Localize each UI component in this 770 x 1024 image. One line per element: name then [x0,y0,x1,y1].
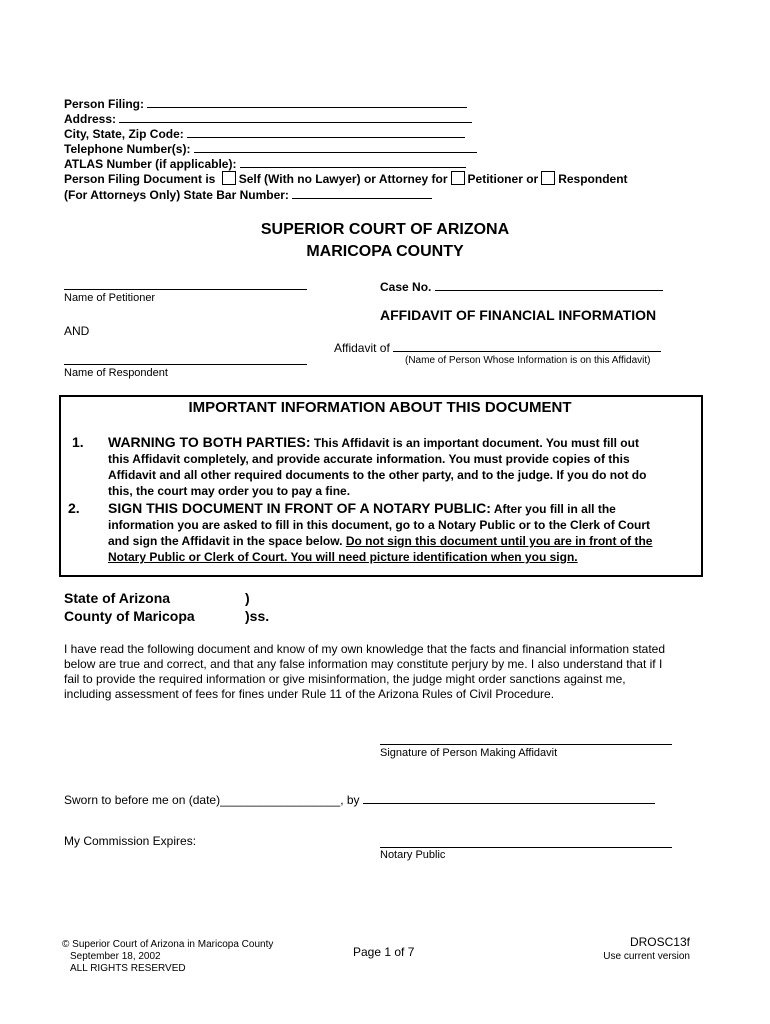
affidavit-of-label: Affidavit of [334,341,390,355]
signature-label: Signature of Person Making Affidavit [380,747,558,759]
bar-number-row [64,186,432,203]
statement-line1: I have read the following document and know of my own knowledge that the facts and financial information stated [64,642,666,656]
statement-line4: including assessment of fees for fines under Rule 11 of the Arizona Rules of Civil Procedure. [64,687,555,701]
atlas-field[interactable] [240,155,466,168]
bar-number-label: (For Attorneys Only) State Bar Number: [64,188,289,202]
self-label: Self (With no Lawyer) [238,172,361,186]
name-of-respondent-label: Name of Respondent [64,367,168,379]
document-title: AFFIDAVIT OF FINANCIAL INFORMATION [380,307,657,323]
form-id: DROSC13f [629,935,690,949]
item2-number: 2. [68,500,80,516]
item1-line3: Affidavit and all other required documents to the other party, and to the judge. If you do not do [108,468,647,482]
respondent-label: Respondent [558,172,628,186]
court-title-line2: MARICOPA COUNTY [306,243,464,260]
footer-copyright: © Superior Court of Arizona in Maricopa County [62,939,274,950]
footer-rights: ALL RIGHTS RESERVED [70,963,186,974]
item1-line4: this, the court may order you to pay a fine. [108,484,351,498]
address-field[interactable] [119,110,472,123]
venue-ss: )ss. [245,608,270,624]
case-no-label: Case No. [380,280,432,294]
person-filing-label: Person Filing: [64,97,145,111]
affidavit-statement [64,642,704,702]
notary-public-label: Notary Public [380,849,446,861]
case-no-field[interactable] [435,278,663,291]
venue-paren: ) [245,590,250,606]
item2-heading: SIGN THIS DOCUMENT IN FRONT OF A NOTARY PUBLIC: [108,500,491,516]
atlas-label: ATLAS Number (if applicable): [64,157,237,171]
item2-line2: information you are asked to fill in this document, go to a Notary Public or to the Clerk of Court [108,518,651,532]
notary-line[interactable] [380,847,672,848]
state-of-arizona: State of Arizona [64,590,171,606]
court-title-line1: SUPERIOR COURT OF ARIZONA [260,221,510,238]
and-label: AND [64,324,90,338]
affidavit-of-field[interactable] [393,339,661,352]
county-of-maricopa: County of Maricopa [64,608,195,624]
item1-first-line: This Affidavit is an important document. You must fill out [313,436,639,450]
respondent-checkbox[interactable] [541,171,555,185]
petitioner-checkbox[interactable] [451,171,465,185]
item2-line3b: Do not sign this document until you are in front of the [345,534,653,548]
footer-date: September 18, 2002 [70,951,161,962]
respondent-line[interactable] [64,364,307,365]
sworn-row [64,791,655,807]
item1-heading: WARNING TO BOTH PARTIES: [108,434,311,450]
statement-line3: fail to provide the required information or give misinformation, the judge might order sanctions against me, [64,672,626,686]
or-attorney-label: or Attorney for [363,172,448,186]
footer-copyright-block [62,939,273,975]
item2-line3a: and sign the Affidavit in the space below. [108,534,343,548]
signature-line[interactable] [380,744,672,745]
page-number: Page 1 of 7 [353,945,415,959]
telephone-label: Telephone Number(s): [64,142,191,156]
version-note: Use current version [603,951,690,962]
self-checkbox[interactable] [222,171,236,185]
item2-line4: Notary Public or Clerk of Court. You will need picture identification when you sign. [108,550,578,564]
item2-text [108,500,698,565]
item2-first-line: After you fill in all the [493,502,616,516]
item1-number: 1. [72,434,84,450]
petitioner-line[interactable] [64,289,307,290]
sworn-by-field[interactable] [363,791,655,804]
item1-text [108,434,698,499]
sworn-label: Sworn to before me on (date)__________________, by [64,793,360,807]
filing-doc-label: Person Filing Document is [64,172,216,186]
case-no-row [380,278,663,294]
bar-number-field[interactable] [292,186,432,199]
telephone-field[interactable] [194,140,477,153]
affidavit-of-row [334,339,661,355]
address-label: Address: [64,112,117,126]
city-label: City, State, Zip Code: [64,127,184,141]
statement-line2: below are true and correct, and that any false information may constitute perjury by me. I also understand that if I [64,657,663,671]
atlas-row [64,155,466,172]
important-info-title: IMPORTANT INFORMATION ABOUT THIS DOCUMENT [188,399,572,416]
item1-line2: this Affidavit completely, and provide accurate information. You must provide copies of this [108,452,630,466]
city-field[interactable] [187,125,465,138]
person-filing-field[interactable] [147,95,467,108]
filing-doc-row [64,171,628,187]
petitioner-label: Petitioner or [467,172,539,186]
name-of-petitioner-label: Name of Petitioner [64,292,156,304]
affidavit-of-note: (Name of Person Whose Information is on this Affidavit) [405,355,651,366]
commission-expires-label: My Commission Expires: [64,834,197,848]
